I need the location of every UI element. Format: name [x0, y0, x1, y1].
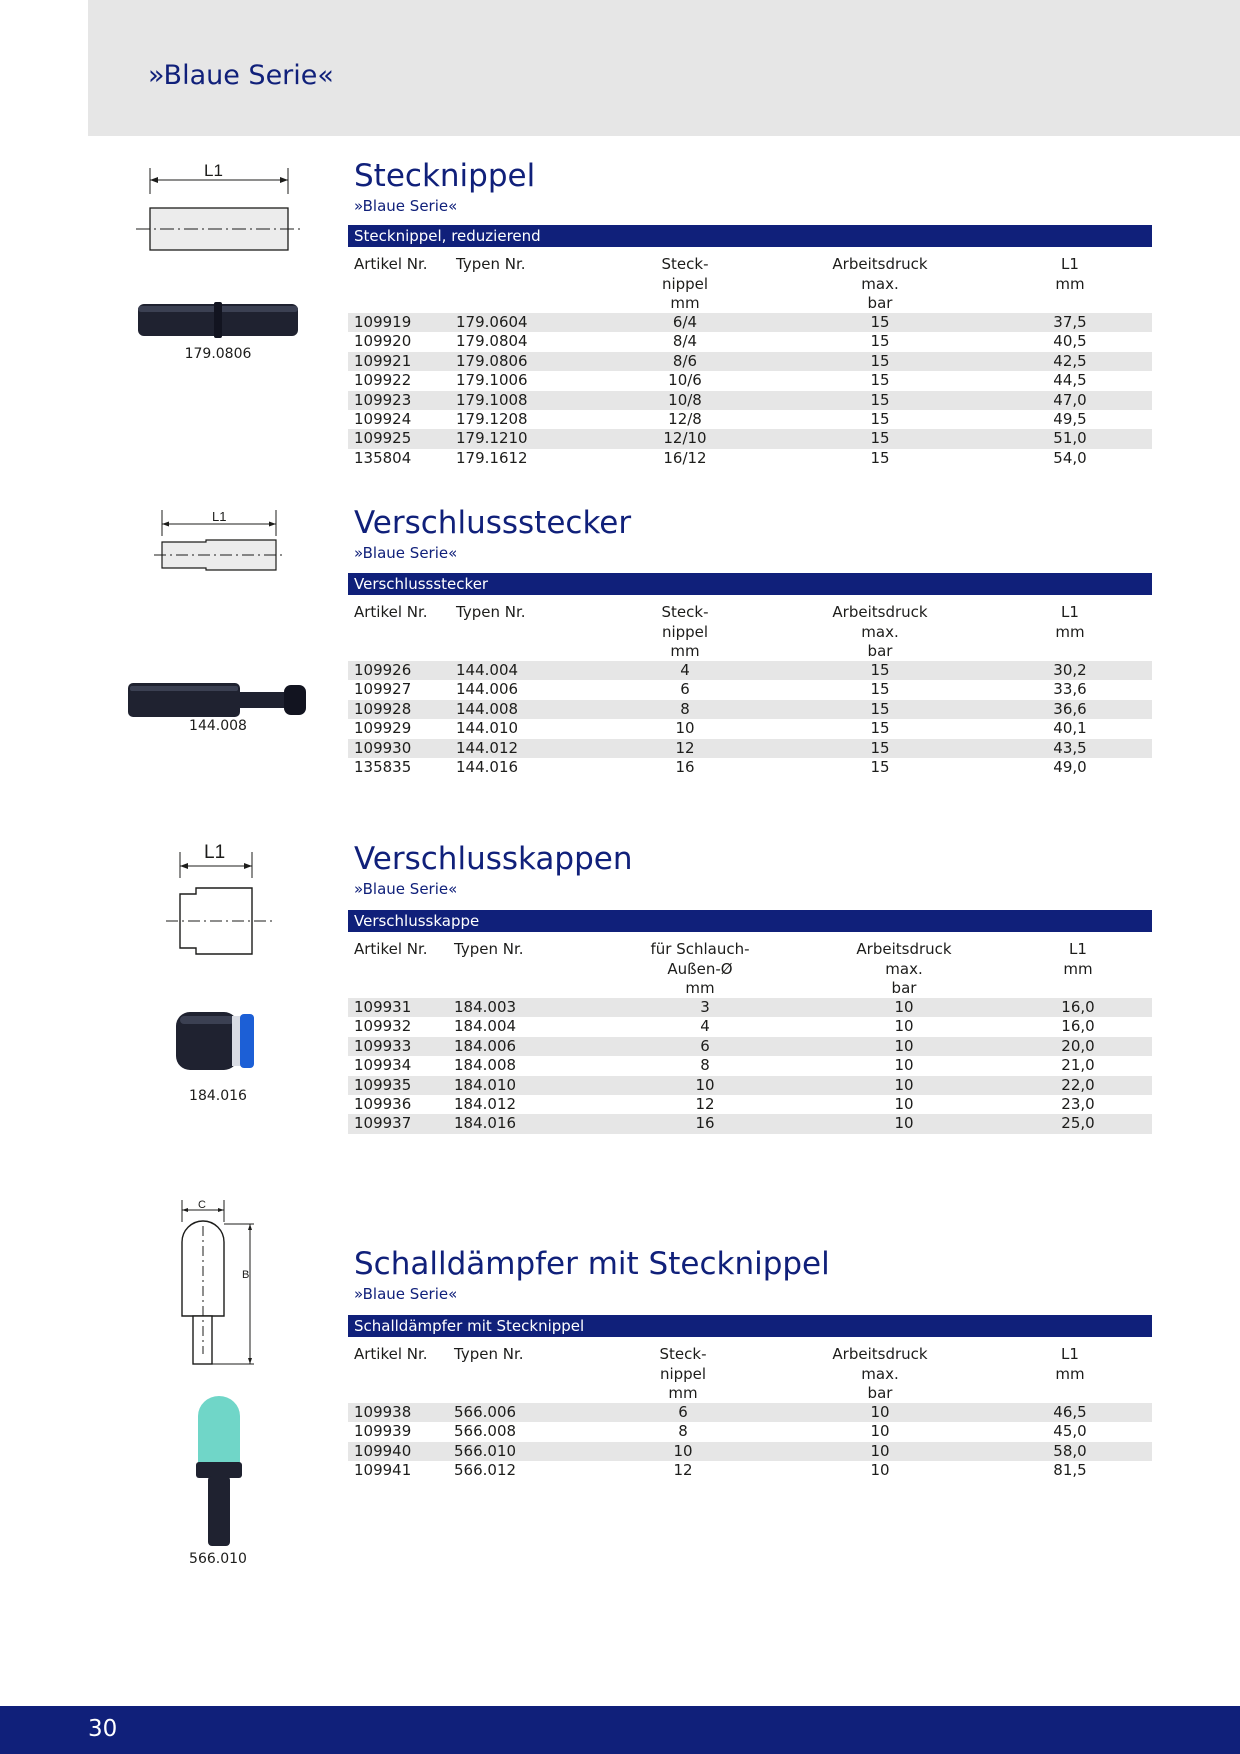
table-title: Verschlusskappe [354, 912, 480, 930]
section-title-verschlussstecker: Verschlussstecker [354, 505, 632, 541]
page-header-title: »Blaue Serie« [148, 60, 334, 91]
cell-l1: 81,5 [1053, 1461, 1087, 1480]
cell-typen-nr: 184.012 [454, 1094, 517, 1113]
cell-arbeitsdruck: 15 [870, 738, 890, 757]
cell-artikel-nr: 109924 [354, 409, 412, 428]
cell-artikel-nr: 109936 [354, 1094, 412, 1113]
cell-size: 12/10 [663, 429, 707, 448]
cell-typen-nr: 184.008 [454, 1056, 517, 1075]
table-row [348, 661, 1152, 680]
table-body-stecknippel [348, 313, 1152, 468]
cell-artikel-nr: 109940 [354, 1441, 412, 1460]
table-row [348, 1017, 1152, 1036]
drawing-label-l1: L1 [212, 509, 227, 524]
verschlussstecker-product-photo [126, 680, 310, 720]
table-row [348, 332, 1152, 351]
cell-artikel-nr: 109933 [354, 1036, 412, 1055]
cell-l1: 30,2 [1053, 661, 1087, 679]
cell-size: 8 [680, 699, 690, 718]
col-header-arbeitsdruck: Arbeitsdruck max. bar [832, 255, 928, 313]
cell-typen-nr: 179.1008 [456, 390, 528, 409]
cell-l1: 21,0 [1061, 1056, 1095, 1075]
table-row [348, 1076, 1152, 1095]
col-header-arbeitsdruck: Arbeitsdruck max. bar [856, 940, 952, 998]
cell-arbeitsdruck: 10 [894, 1114, 914, 1133]
cell-arbeitsdruck: 10 [894, 998, 914, 1016]
cell-typen-nr: 566.006 [454, 1403, 517, 1421]
cell-size: 12 [675, 738, 695, 757]
cell-size: 10 [675, 719, 695, 738]
drawing-label-l1: L1 [204, 842, 226, 863]
cell-size: 10 [673, 1441, 693, 1460]
table-row [348, 680, 1152, 699]
cell-arbeitsdruck: 10 [870, 1422, 890, 1441]
table-row [348, 449, 1152, 468]
col-header-schlauch-durchmesser: für Schlauch- Außen-Ø mm [650, 940, 750, 998]
cell-l1: 49,5 [1053, 409, 1087, 428]
cell-artikel-nr: 109921 [354, 351, 412, 370]
table-row [348, 1037, 1152, 1056]
section-title-schalldaempfer: Schalldämpfer mit Stecknippel [354, 1246, 830, 1282]
cell-typen-nr: 184.004 [454, 1017, 517, 1036]
cell-size: 10/6 [668, 371, 702, 390]
col-header-stecknippel: Steck- nippel mm [661, 603, 709, 661]
cell-typen-nr: 144.010 [456, 719, 519, 738]
cell-size: 16/12 [663, 448, 707, 467]
cell-size: 10 [695, 1075, 715, 1094]
verschlusskappe-technical-drawing [160, 838, 280, 958]
verschlussstecker-photo-caption: 144.008 [189, 718, 247, 734]
table-row [348, 1056, 1152, 1075]
cell-artikel-nr: 109922 [354, 371, 412, 390]
col-header-arbeitsdruck: Arbeitsdruck max. bar [832, 603, 928, 661]
cell-typen-nr: 566.008 [454, 1422, 517, 1441]
cell-size: 8/4 [672, 332, 698, 351]
cell-l1: 43,5 [1053, 738, 1087, 757]
section-title-verschlusskappen: Verschlusskappen [354, 841, 633, 877]
cell-artikel-nr: 109923 [354, 390, 412, 409]
section-subtitle-stecknippel: »Blaue Serie« [354, 197, 458, 215]
cell-arbeitsdruck: 15 [870, 332, 890, 351]
stecknippel-technical-drawing [130, 158, 310, 258]
table-row [348, 1403, 1152, 1422]
col-header-stecknippel: Steck- nippel mm [661, 255, 709, 313]
schalldaempfer-technical-drawing [160, 1196, 260, 1368]
table-title: Stecknippel, reduzierend [354, 227, 541, 245]
stecknippel-photo-caption: 179.0806 [184, 346, 252, 362]
cell-artikel-nr: 109935 [354, 1075, 412, 1094]
table-row [348, 700, 1152, 719]
cell-l1: 16,0 [1061, 998, 1095, 1016]
table-title-bar-stecknippel [348, 225, 1152, 247]
cell-artikel-nr: 109929 [354, 719, 412, 738]
verschlusskappe-photo-caption: 184.016 [189, 1088, 247, 1104]
table-row [348, 1422, 1152, 1441]
cell-artikel-nr: 109932 [354, 1017, 412, 1036]
cell-l1: 47,0 [1053, 390, 1087, 409]
cell-typen-nr: 179.0604 [456, 313, 528, 331]
cell-artikel-nr: 135835 [354, 757, 412, 776]
cell-l1: 51,0 [1053, 429, 1087, 448]
cell-typen-nr: 184.010 [454, 1075, 517, 1094]
table-row [348, 998, 1152, 1017]
table-row [348, 352, 1152, 371]
cell-typen-nr: 179.0804 [456, 332, 528, 351]
col-header-artikel: Artikel Nr. [354, 255, 428, 273]
cell-arbeitsdruck: 15 [870, 448, 890, 467]
cell-artikel-nr: 135804 [354, 448, 412, 467]
cell-l1: 37,5 [1053, 313, 1087, 331]
table-row [348, 313, 1152, 332]
cell-size: 4 [700, 1017, 710, 1036]
cell-arbeitsdruck: 10 [894, 1056, 914, 1075]
cell-artikel-nr: 109941 [354, 1461, 412, 1480]
col-header-l1: L1 mm [1055, 1345, 1085, 1383]
table-title-bar-verschlussstecker [348, 573, 1152, 595]
table-row [348, 758, 1152, 777]
table-body-schalldaempfer [348, 1403, 1152, 1481]
drawing-label-l1: L1 [204, 161, 223, 180]
cell-artikel-nr: 109928 [354, 699, 412, 718]
cell-l1: 20,0 [1061, 1036, 1095, 1055]
verschlussstecker-technical-drawing [150, 506, 290, 581]
verschlusskappe-product-photo [172, 1008, 262, 1074]
table-row [348, 1095, 1152, 1114]
cell-artikel-nr: 109930 [354, 738, 412, 757]
cell-arbeitsdruck: 15 [870, 719, 890, 738]
cell-arbeitsdruck: 15 [870, 390, 890, 409]
table-row [348, 429, 1152, 448]
table-title: Schalldämpfer mit Stecknippel [354, 1317, 585, 1335]
cell-typen-nr: 184.016 [454, 1114, 517, 1133]
cell-size: 6 [680, 680, 690, 699]
table-row [348, 719, 1152, 738]
cell-size: 8/6 [672, 351, 698, 370]
cell-arbeitsdruck: 10 [894, 1075, 914, 1094]
col-header-typen: Typen Nr. [456, 603, 526, 621]
cell-typen-nr: 179.1208 [456, 409, 528, 428]
cell-arbeitsdruck: 10 [870, 1403, 890, 1421]
cell-arbeitsdruck: 10 [870, 1441, 890, 1460]
cell-l1: 58,0 [1053, 1441, 1087, 1460]
cell-artikel-nr: 109938 [354, 1403, 412, 1421]
cell-arbeitsdruck: 15 [870, 313, 890, 331]
cell-l1: 45,0 [1053, 1422, 1087, 1441]
cell-size: 8 [678, 1422, 688, 1441]
cell-l1: 42,5 [1053, 351, 1087, 370]
cell-typen-nr: 144.004 [456, 661, 519, 679]
cell-size: 8 [700, 1056, 710, 1075]
table-row [348, 1114, 1152, 1133]
cell-artikel-nr: 109934 [354, 1056, 412, 1075]
col-header-artikel: Artikel Nr. [354, 940, 428, 958]
table-title-bar-schalldaempfer [348, 1315, 1152, 1337]
cell-l1: 33,6 [1053, 680, 1087, 699]
schalldaempfer-photo-caption: 566.010 [189, 1551, 247, 1567]
col-header-typen: Typen Nr. [456, 255, 526, 273]
cell-typen-nr: 179.1210 [456, 429, 528, 448]
cell-typen-nr: 179.1612 [456, 448, 528, 467]
cell-artikel-nr: 109919 [354, 313, 412, 331]
cell-size: 3 [700, 998, 710, 1016]
drawing-label-b: B [242, 1269, 250, 1281]
table-row [348, 1461, 1152, 1480]
col-header-typen: Typen Nr. [454, 1345, 524, 1363]
cell-artikel-nr: 109939 [354, 1422, 412, 1441]
cell-size: 6 [678, 1403, 688, 1421]
col-header-l1: L1 mm [1055, 603, 1085, 641]
cell-l1: 16,0 [1061, 1017, 1095, 1036]
cell-arbeitsdruck: 15 [870, 757, 890, 776]
section-subtitle-verschlussstecker: »Blaue Serie« [354, 544, 458, 562]
cell-arbeitsdruck: 15 [870, 699, 890, 718]
cell-arbeitsdruck: 10 [894, 1036, 914, 1055]
cell-typen-nr: 179.0806 [456, 351, 528, 370]
cell-l1: 44,5 [1053, 371, 1087, 390]
cell-artikel-nr: 109920 [354, 332, 412, 351]
col-header-l1: L1 mm [1063, 940, 1093, 978]
cell-artikel-nr: 109937 [354, 1114, 412, 1133]
col-header-artikel: Artikel Nr. [354, 603, 428, 621]
table-title: Verschlussstecker [354, 575, 489, 593]
cell-arbeitsdruck: 15 [870, 661, 890, 679]
table-body-verschlusskappe [348, 998, 1152, 1134]
cell-l1: 22,0 [1061, 1075, 1095, 1094]
col-header-artikel: Artikel Nr. [354, 1345, 428, 1363]
cell-arbeitsdruck: 15 [870, 429, 890, 448]
cell-arbeitsdruck: 15 [870, 371, 890, 390]
drawing-label-c: C [198, 1199, 206, 1211]
section-title-stecknippel: Stecknippel [354, 158, 536, 194]
cell-l1: 23,0 [1061, 1094, 1095, 1113]
cell-typen-nr: 144.006 [456, 680, 519, 699]
cell-arbeitsdruck: 15 [870, 680, 890, 699]
cell-artikel-nr: 109926 [354, 661, 412, 679]
cell-l1: 54,0 [1053, 448, 1087, 467]
table-body-verschlussstecker [348, 661, 1152, 777]
stecknippel-product-photo [136, 300, 300, 340]
page-number: 30 [88, 1716, 118, 1742]
cell-typen-nr: 144.008 [456, 699, 519, 718]
cell-artikel-nr: 109925 [354, 429, 412, 448]
cell-arbeitsdruck: 15 [870, 351, 890, 370]
cell-arbeitsdruck: 10 [870, 1461, 890, 1480]
cell-size: 12 [673, 1461, 693, 1480]
col-header-l1: L1 mm [1055, 255, 1085, 293]
cell-l1: 46,5 [1053, 1403, 1087, 1421]
section-subtitle-verschlusskappen: »Blaue Serie« [354, 880, 458, 898]
cell-typen-nr: 144.016 [456, 757, 519, 776]
cell-size: 4 [680, 661, 690, 679]
cell-size: 6/4 [672, 313, 698, 331]
cell-arbeitsdruck: 15 [870, 409, 890, 428]
table-row [348, 1442, 1152, 1461]
cell-artikel-nr: 109927 [354, 680, 412, 699]
col-header-stecknippel: Steck- nippel mm [659, 1345, 707, 1403]
cell-l1: 40,5 [1053, 332, 1087, 351]
cell-typen-nr: 144.012 [456, 738, 519, 757]
cell-size: 12 [695, 1094, 715, 1113]
cell-typen-nr: 566.012 [454, 1461, 517, 1480]
cell-size: 16 [675, 757, 695, 776]
col-header-typen: Typen Nr. [454, 940, 524, 958]
cell-size: 16 [695, 1114, 715, 1133]
cell-l1: 40,1 [1053, 719, 1087, 738]
cell-l1: 25,0 [1061, 1114, 1095, 1133]
cell-typen-nr: 179.1006 [456, 371, 528, 390]
cell-typen-nr: 566.010 [454, 1441, 517, 1460]
table-row [348, 410, 1152, 429]
table-row [348, 739, 1152, 758]
footer-band [0, 1706, 1240, 1754]
section-subtitle-schalldaempfer: »Blaue Serie« [354, 1285, 458, 1303]
table-row [348, 371, 1152, 390]
cell-arbeitsdruck: 10 [894, 1017, 914, 1036]
cell-typen-nr: 184.006 [454, 1036, 517, 1055]
cell-size: 12/8 [668, 409, 702, 428]
schalldaempfer-product-photo [192, 1396, 246, 1548]
cell-typen-nr: 184.003 [454, 998, 517, 1016]
cell-size: 10/8 [668, 390, 702, 409]
table-row [348, 391, 1152, 410]
cell-artikel-nr: 109931 [354, 998, 412, 1016]
cell-arbeitsdruck: 10 [894, 1094, 914, 1113]
cell-l1: 49,0 [1053, 757, 1087, 776]
table-title-bar-verschlusskappe [348, 910, 1152, 932]
cell-l1: 36,6 [1053, 699, 1087, 718]
cell-size: 6 [700, 1036, 710, 1055]
col-header-arbeitsdruck: Arbeitsdruck max. bar [832, 1345, 928, 1403]
